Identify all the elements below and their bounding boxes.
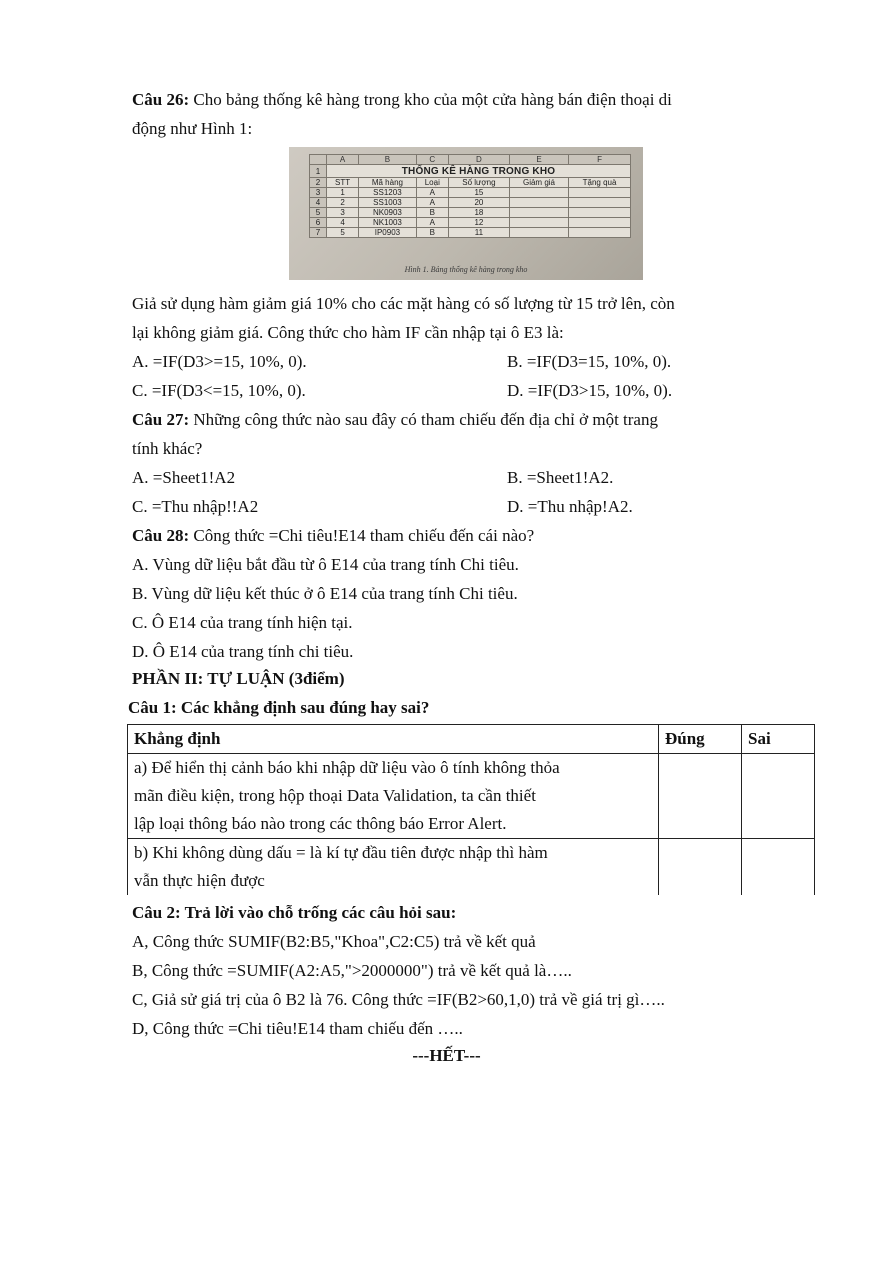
cell: [569, 198, 631, 208]
statement-a-line-3: lập loại thông báo nào trong các thông báo Error Alert.: [134, 814, 507, 833]
part2-heading: PHẦN II: TỰ LUẬN (3điểm): [132, 669, 345, 688]
q27-label: Câu 27:: [132, 410, 190, 429]
q27-option-d: D. =Thu nhập!A2.: [507, 497, 633, 516]
table-header-row: [128, 725, 815, 754]
cell: 3: [327, 208, 359, 218]
col-header-e: E: [509, 155, 568, 165]
row-number: 7: [310, 228, 327, 238]
col-header-d: D: [448, 155, 509, 165]
end-marker: ---HẾT---: [412, 1046, 481, 1065]
q28-option-a: A. Vùng dữ liệu bắt đầu từ ô E14 của trang tính Chi tiêu.: [132, 555, 519, 574]
q2-item-b: B, Công thức =SUMIF(A2:A5,">2000000") trả về kết quả là…..: [132, 961, 572, 980]
statement-b-line-1: b) Khi không dùng dấu = là kí tự đầu tiên được nhập thì hàm: [134, 843, 548, 862]
q26-text: Cho bảng thống kê hàng trong kho của một cửa hàng bán điện thoại di: [189, 90, 672, 109]
spreadsheet-figure: [289, 147, 643, 280]
cell: [569, 208, 631, 218]
statement-b: [128, 839, 659, 896]
q26-option-c: C. =IF(D3<=15, 10%, 0).: [132, 381, 306, 400]
cell: [509, 198, 568, 208]
col-header-b: B: [359, 155, 417, 165]
answer-true-cell[interactable]: [659, 754, 742, 839]
true-header: Đúng: [659, 725, 742, 754]
q26-intro-2: lại không giảm giá. Công thức cho hàm IF cần nhập tại ô E3 là:: [132, 323, 564, 342]
cell: 5: [327, 228, 359, 238]
cell: 18: [448, 208, 509, 218]
answer-false-cell[interactable]: [742, 754, 815, 839]
cell: A: [416, 188, 448, 198]
cell: SS1203: [359, 188, 417, 198]
cell: [509, 228, 568, 238]
table-row: [310, 188, 631, 198]
cell: 1: [327, 188, 359, 198]
table-header-row: [310, 178, 631, 188]
answer-false-cell[interactable]: [742, 839, 815, 896]
col-header-f: F: [569, 155, 631, 165]
table-title: THỐNG KÊ HÀNG TRONG KHO: [327, 165, 631, 178]
cell: A: [416, 198, 448, 208]
cell: [569, 218, 631, 228]
q26-line-1: [132, 89, 672, 111]
q27-option-a: A. =Sheet1!A2: [132, 468, 236, 487]
cell: B: [416, 228, 448, 238]
cell: 15: [448, 188, 509, 198]
col-header-a: A: [327, 155, 359, 165]
q26-option-a: A. =IF(D3>=15, 10%, 0).: [132, 352, 307, 371]
q27-text: Những công thức nào sau đây có tham chiếu đến địa chỉ ở một trang: [189, 410, 658, 429]
q27-option-c: C. =Thu nhập!!A2: [132, 497, 259, 516]
column-header-row: [310, 155, 631, 165]
q26-intro-1: Giả sử dụng hàm giảm giá 10% cho các mặt hàng có số lượng từ 15 trở lên, còn: [132, 294, 675, 313]
cell: 12: [448, 218, 509, 228]
cell: 20: [448, 198, 509, 208]
q26-line-2: động như Hình 1:: [132, 119, 253, 138]
cell: [509, 208, 568, 218]
q27-line-1: [132, 409, 658, 431]
part2-q2-heading: Câu 2: Trả lời vào chỗ trống các câu hỏi sau:: [132, 903, 457, 922]
table-title-row: [310, 165, 631, 178]
header-cell: Tặng quà: [569, 178, 631, 188]
inventory-table: [309, 154, 631, 238]
q2-item-d: D, Công thức =Chi tiêu!E14 tham chiếu đến …..: [132, 1019, 463, 1038]
table-row: [128, 839, 815, 896]
cell: 2: [327, 198, 359, 208]
q27-line-2: tính khác?: [132, 439, 203, 458]
q26-label: Câu 26:: [132, 90, 190, 109]
col-header-c: C: [416, 155, 448, 165]
statement-b-line-2: vẫn thực hiện được: [134, 871, 265, 890]
q28-option-d: D. Ô E14 của trang tính chi tiêu.: [132, 642, 354, 661]
row-number: 1: [310, 165, 327, 178]
header-cell: STT: [327, 178, 359, 188]
cell: [509, 218, 568, 228]
q26-option-b: B. =IF(D3=15, 10%, 0).: [507, 352, 672, 371]
q26-option-d: D. =IF(D3>15, 10%, 0).: [507, 381, 673, 400]
header-cell: Loại: [416, 178, 448, 188]
cell: SS1003: [359, 198, 417, 208]
row-number: 5: [310, 208, 327, 218]
table-row: [310, 198, 631, 208]
q28-line: [132, 525, 534, 547]
row-number: 4: [310, 198, 327, 208]
cell: NK1003: [359, 218, 417, 228]
statement-a-line-2: mãn điều kiện, trong hộp thoại Data Validation, ta cần thiết: [134, 786, 536, 805]
table-row: [310, 218, 631, 228]
answer-true-cell[interactable]: [659, 839, 742, 896]
true-false-table: [127, 724, 815, 895]
statement-a-line-1: a) Để hiển thị cảnh báo khi nhập dữ liệu vào ô tính không thỏa: [134, 758, 560, 777]
row-number: 3: [310, 188, 327, 198]
q28-option-b: B. Vùng dữ liệu kết thúc ở ô E14 của trang tính Chi tiêu.: [132, 584, 518, 603]
q2-item-c: C, Giả sử giá trị của ô B2 là 76. Công thức =IF(B2>60,1,0) trả về giá trị gì…..: [132, 990, 665, 1009]
q27-option-b: B. =Sheet1!A2.: [507, 468, 614, 487]
q28-option-c: C. Ô E14 của trang tính hiện tại.: [132, 613, 353, 632]
row-number: 2: [310, 178, 327, 188]
cell: [569, 228, 631, 238]
cell: A: [416, 218, 448, 228]
part2-q1-heading: Câu 1: Các khẳng định sau đúng hay sai?: [128, 698, 430, 717]
header-cell: Số lượng: [448, 178, 509, 188]
table-row: [128, 754, 815, 839]
corner-cell: [310, 155, 327, 165]
cell: 11: [448, 228, 509, 238]
q28-label: Câu 28:: [132, 526, 190, 545]
cell: B: [416, 208, 448, 218]
q2-item-a: A, Công thức SUMIF(B2:B5,"Khoa",C2:C5) trả về kết quả: [132, 932, 536, 951]
cell: [509, 188, 568, 198]
header-cell: Giảm giá: [509, 178, 568, 188]
table-row: [310, 228, 631, 238]
figure-caption: Hình 1. Bảng thống kê hàng trong kho: [404, 265, 528, 274]
cell: NK0903: [359, 208, 417, 218]
table-row: [310, 208, 631, 218]
cell: IP0903: [359, 228, 417, 238]
q28-text: Công thức =Chi tiêu!E14 tham chiếu đến cái nào?: [189, 526, 535, 545]
row-number: 6: [310, 218, 327, 228]
statement-header: Khẳng định: [128, 725, 659, 754]
statement-a: [128, 754, 659, 839]
cell: [569, 188, 631, 198]
header-cell: Mã hàng: [359, 178, 417, 188]
cell: 4: [327, 218, 359, 228]
false-header: Sai: [742, 725, 815, 754]
